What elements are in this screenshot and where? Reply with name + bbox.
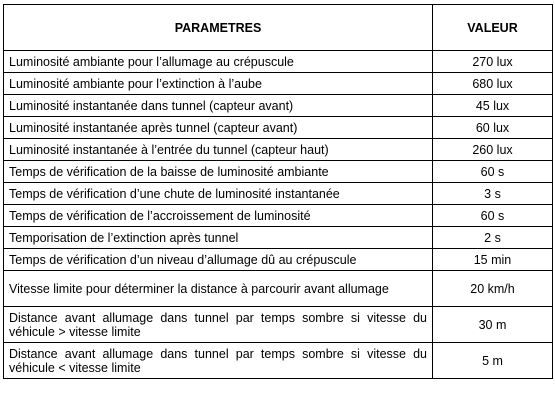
param-cell: Temps de vérification de l’accroissement de luminosité (4, 205, 433, 227)
table-row (4, 161, 553, 183)
table-row (4, 51, 553, 73)
param-cell: Luminosité instantanée dans tunnel (capteur avant) (4, 95, 433, 117)
value-cell: 20 km/h (433, 271, 553, 307)
param-cell: Luminosité ambiante pour l’allumage au crépuscule (4, 51, 433, 73)
table-row (4, 73, 553, 95)
param-cell: Distance avant allumage dans tunnel par temps sombre si vitesse du véhicule < vitesse limite (4, 343, 433, 379)
table-row (4, 205, 553, 227)
table-row (4, 249, 553, 271)
param-cell: Temporisation de l’extinction après tunnel (4, 227, 433, 249)
param-cell: Luminosité instantanée après tunnel (capteur avant) (4, 117, 433, 139)
table-row (4, 95, 553, 117)
table-row (4, 227, 553, 249)
table-row (4, 271, 553, 307)
table-header-row (4, 5, 553, 51)
value-cell: 5 m (433, 343, 553, 379)
parameters-table (3, 4, 553, 379)
header-valeur: VALEUR (433, 5, 553, 51)
param-cell: Temps de vérification d’une chute de luminosité instantanée (4, 183, 433, 205)
value-cell: 60 s (433, 205, 553, 227)
table-row (4, 139, 553, 161)
param-cell: Luminosité instantanée à l’entrée du tunnel (capteur haut) (4, 139, 433, 161)
value-cell: 680 lux (433, 73, 553, 95)
param-cell: Vitesse limite pour déterminer la distance à parcourir avant allumage (4, 271, 433, 307)
param-cell: Distance avant allumage dans tunnel par temps sombre si vitesse du véhicule > vitesse limite (4, 307, 433, 343)
value-cell: 3 s (433, 183, 553, 205)
table-row (4, 343, 553, 379)
param-cell: Luminosité ambiante pour l’extinction à l’aube (4, 73, 433, 95)
value-cell: 270 lux (433, 51, 553, 73)
value-cell: 60 lux (433, 117, 553, 139)
value-cell: 260 lux (433, 139, 553, 161)
value-cell: 15 min (433, 249, 553, 271)
table-row (4, 117, 553, 139)
param-cell: Temps de vérification de la baisse de luminosité ambiante (4, 161, 433, 183)
value-cell: 2 s (433, 227, 553, 249)
parameters-table-container (3, 4, 552, 379)
value-cell: 30 m (433, 307, 553, 343)
value-cell: 45 lux (433, 95, 553, 117)
header-parametres: PARAMETRES (4, 5, 433, 51)
table-row (4, 307, 553, 343)
table-row (4, 183, 553, 205)
param-cell: Temps de vérification d’un niveau d’allumage dû au crépuscule (4, 249, 433, 271)
value-cell: 60 s (433, 161, 553, 183)
